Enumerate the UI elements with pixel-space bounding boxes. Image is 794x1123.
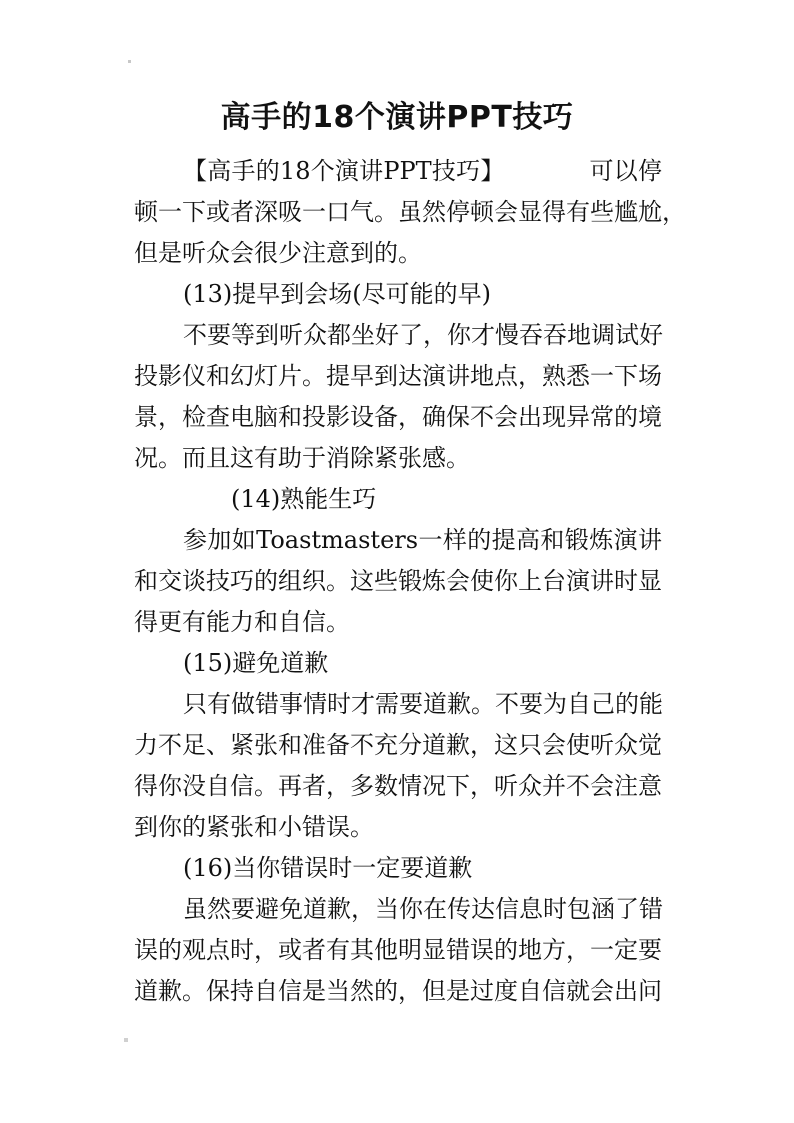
section-heading: (13)提早到会场(尽可能的早)	[183, 280, 491, 308]
text-line: 参加如Toastmasters一样的提高和锻炼演讲	[183, 526, 662, 554]
text-line: 和交谈技巧的组织。这些锻炼会使你上台演讲时显	[134, 567, 662, 595]
text-line: 力不足、紧张和准备不充分道歉，这只会使听众觉	[134, 731, 662, 759]
scan-speck	[124, 1038, 128, 1042]
text-line: 不要等到听众都坐好了，你才慢吞吞地调试好	[183, 321, 663, 349]
text-line: 顿一下或者深吸一口气。虽然停顿会显得有些尴尬，	[134, 198, 686, 226]
text-line: 得更有能力和自信。	[134, 608, 350, 636]
section-heading: (14)熟能生巧	[231, 485, 377, 513]
scan-speck	[128, 60, 131, 63]
text-line: 到你的紧张和小错误。	[134, 813, 374, 841]
text-line: 况。而且这有助于消除紧张感。	[134, 444, 470, 472]
text-line: 【高手的18个演讲PPT技巧】 可以停	[183, 157, 662, 185]
text-line: 误的观点时，或者有其他明显错误的地方，一定要	[134, 936, 662, 964]
text-line: 只有做错事情时才需要道歉。不要为自己的能	[183, 690, 663, 718]
text-line: 道歉。保持自信是当然的，但是过度自信就会出问	[134, 977, 662, 1005]
text-line: 但是听众会很少注意到的。	[134, 239, 422, 267]
section-heading: (15)避免道歉	[183, 649, 329, 677]
text-line: 投影仪和幻灯片。提早到达演讲地点，熟悉一下场	[134, 362, 662, 390]
section-heading: (16)当你错误时一定要道歉	[183, 854, 473, 882]
text-line: 得你没自信。再者，多数情况下，听众并不会注意	[134, 772, 662, 800]
text-line: 景，检查电脑和投影设备，确保不会出现异常的境	[134, 403, 662, 431]
document-title: 高手的18个演讲PPT技巧	[220, 100, 574, 135]
text-line: 虽然要避免道歉，当你在传达信息时包涵了错	[183, 895, 663, 923]
